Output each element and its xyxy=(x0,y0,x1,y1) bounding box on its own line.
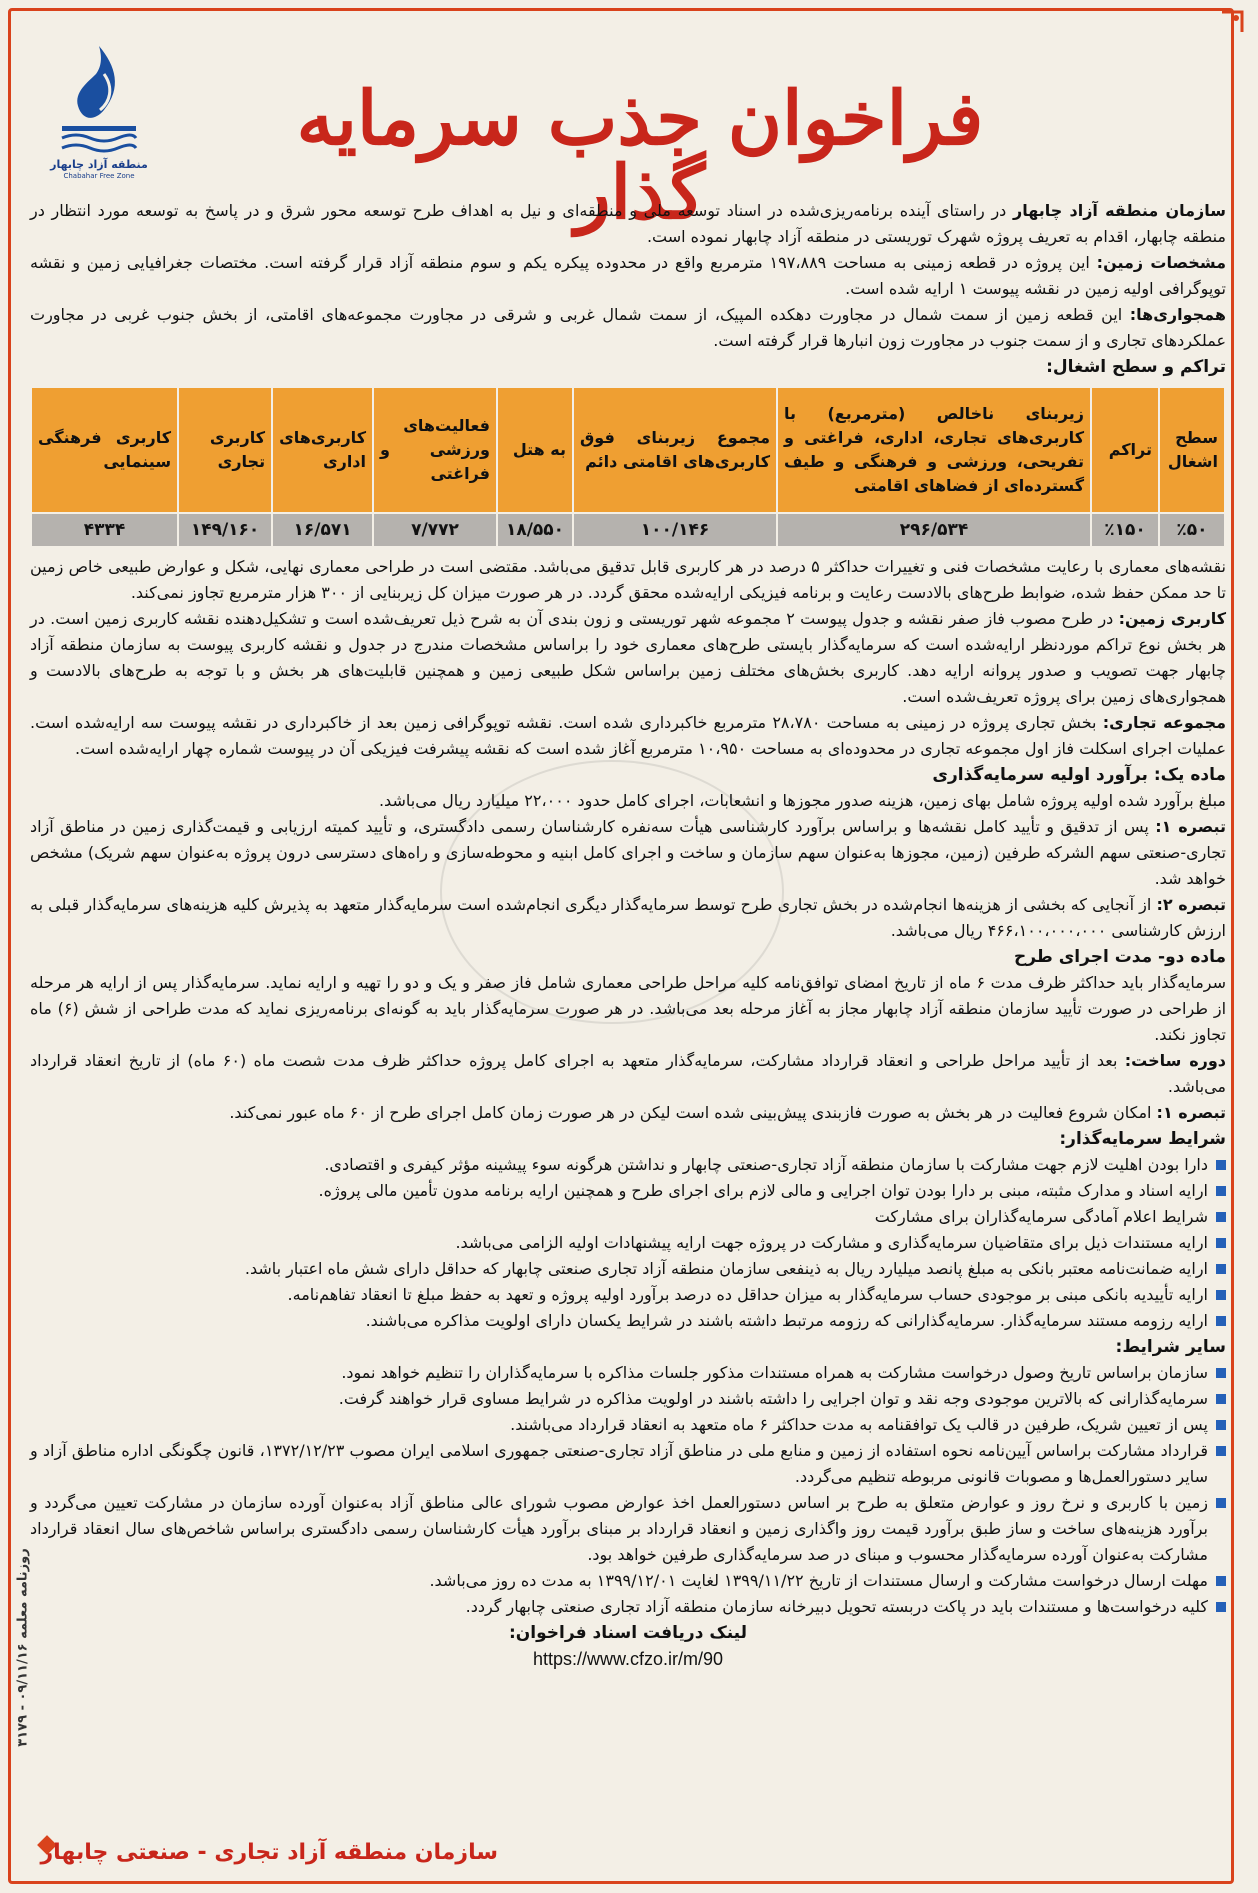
corner-ornament-icon xyxy=(1220,10,1244,34)
note1-paragraph xyxy=(30,814,1226,892)
list-item-text: کلیه درخواست‌ها و مستندات باید در پاکت دربسته تحویل دبیرخانه سازمان منطقه آزاد تجاری صنعتی چابهار گردد. xyxy=(465,1597,1208,1616)
table-value-cell: ۲۹۶/۵۳۴ xyxy=(777,513,1091,547)
square-bullet-icon xyxy=(1216,1498,1226,1508)
note3-paragraph xyxy=(30,1100,1226,1126)
side-caption-text: روزنامه معلمه ۰۹/۱۱/۱۶ - ۳۱۷۹ xyxy=(15,1548,31,1747)
intro-org: سازمان منطقه آزاد چابهار xyxy=(1013,201,1227,220)
article1-text: مبلغ برآورد شده اولیه پروژه شامل بهای زمین، هزینه صدور مجوزها و انشعابات، اجرای کامل حدود ۲۲،۰۰۰ میلیارد ریال می‌باشد. xyxy=(378,791,1226,810)
square-bullet-icon xyxy=(1216,1238,1226,1248)
announcement-body xyxy=(30,198,1226,1672)
note1-text: پس از تدقیق و تأیید کامل نقشه‌ها و براساس برآورد کارشناسی هیأت سه‌نفره کارشناسان رسمی دادگستری، و تأیید کمیته ارزیابی و قیمت‌گذاری زمین در مناطق آزاد تجاری-صنعتی سهم الشرکه طرفین (زمین، مجوزها به‌عنوان سهم سازمان و ساخت و اجرای کامل ابنیه و محوطه‌سازی و راه‌های دسترسی درون پروژه به‌عنوان سهم شریک) مشخص خواهد شد. xyxy=(30,817,1226,888)
note2-paragraph xyxy=(30,892,1226,944)
land-specs-paragraph xyxy=(30,250,1226,302)
note2-label: تبصره ۲: xyxy=(1156,895,1227,914)
list-item-text: ارایه تأییدیه بانکی مبنی بر موجودی حساب سرمایه‌گذار به میزان حداقل ده درصد برآورد اولیه پروژه و تعهد به حفظ مبلغ تا انعقاد تفاهم‌نامه. xyxy=(287,1285,1208,1304)
land-use-text: در طرح مصوب فاز صفر نقشه و جدول پیوست ۲ مجموعه شهر توریستی و زون بندی آن به شرح ذیل تعریف‌شده است و تشکیل‌دهنده نقشه کاربری زمین است. در هر بخش نوع تراکم موردنظر ارایه‌شده است که سرمایه‌گذار بایستی طرح‌های معماری خود را براساس مشخصات مندرج در جدول و نقشه کاربری پیوست به سازمان منطقه آزاد چابهار جهت تصویب و صدور پروانه ارایه دهد. کاربری بخش‌های مختلف زمین براساس شکل طبیعی زمین و همچنین قابلیت‌های هر بخش و با توجه به طرح‌های بالادست و همجواری‌های زمین برای پروژه تعریف‌شده است. xyxy=(30,609,1226,706)
article1-heading: ماده یک: برآورد اولیه سرمایه‌گذاری xyxy=(932,765,1226,785)
commercial-text: بخش تجاری پروژه در زمینی به مساحت ۲۸،۷۸۰ مترمربع خاکبرداری شده است. نقشه توپوگرافی زمین بعد از خاکبرداری در نقشه پیوست سه ارایه‌شده است. عملیات اجرای اسکلت فاز اول مجموعه تجاری در محدوده‌ای به مساحت ۱۰،۹۵۰ مترمربع آغاز شده است که نقشه پیشرفت فیزیکی آن در پیوست شماره چهار ارایه‌شده است. xyxy=(30,713,1226,758)
note3-label: تبصره ۱: xyxy=(1156,1103,1226,1122)
table-value-cell: ٪۱۵۰ xyxy=(1091,513,1159,547)
list-item xyxy=(30,1152,1226,1178)
list-item xyxy=(30,1178,1226,1204)
investor-conditions-list xyxy=(30,1152,1226,1334)
construction-label: دوره ساخت: xyxy=(1124,1051,1227,1070)
square-bullet-icon xyxy=(1216,1186,1226,1196)
table-value-cell: ۴۳۳۴ xyxy=(31,513,178,547)
square-bullet-icon xyxy=(1216,1264,1226,1274)
logo-emblem-icon xyxy=(44,40,154,158)
logo xyxy=(44,40,154,180)
square-bullet-icon xyxy=(1216,1602,1226,1612)
table-value-cell: ۱۴۹/۱۶۰ xyxy=(178,513,272,547)
side-caption xyxy=(8,1520,38,1780)
list-item xyxy=(30,1412,1226,1438)
list-item-text: ارایه ضمانت‌نامه معتبر بانکی به مبلغ پانصد میلیارد ریال به ذینفعی سازمان منطقه آزاد تجاری صنعتی چابهار که حداقل دارای شش ماه اعتبار باشد. xyxy=(244,1259,1208,1278)
square-bullet-icon xyxy=(1216,1446,1226,1456)
square-bullet-icon xyxy=(1216,1576,1226,1586)
square-bullet-icon xyxy=(1216,1316,1226,1326)
list-item-text: قرارداد مشارکت براساس آیین‌نامه نحوه استفاده از زمین و منابع ملی در مناطق آزاد تجاری-صنعتی جمهوری اسلامی ایران مصوب ۱۳۷۲/۱۲/۲۳، قانون چگونگی اداره مناطق آزاد و سایر دستورالعمل‌ها و مصوبات قانونی مربوطه تنظیم می‌گردد. xyxy=(30,1441,1209,1486)
list-item-text: ارایه مستندات ذیل برای متقاضیان سرمایه‌گذاری و مشارکت در پروژه جهت ارایه پیشنهادات اولیه الزامی می‌باشد. xyxy=(455,1233,1208,1252)
article2-text: سرمایه‌گذار باید حداکثر ظرف مدت ۶ ماه از تاریخ امضای توافق‌نامه کلیه مراحل طراحی معماری شامل فاز صفر و یک و دو را تهیه و ارایه نماید. سرمایه‌گذار پس از ارایه هر مرحله از طراحی در صورت تأیید سازمان منطقه آزاد چابهار مجاز به آغاز مرحله بعد می‌باشد. در هر صورت سرمایه‌گذار باید به گونه‌ای برنامه‌ریزی نماید که مدت طراحی از شش (۶) ماه تجاوز نکند. xyxy=(30,973,1227,1044)
neighbors-text: این قطعه زمین از سمت شمال در مجاورت دهکده المپیک، از سمت شمال غربی و شرقی در مجاورت مجموعه‌های اقامتی، از بخش جنوب غربی در مجاورت عملکردهای تجاری و از سمت جنوب در مجاورت زون انبارها قرار گرفته است. xyxy=(30,305,1226,350)
table-header-cell: سطح اشغال xyxy=(1159,387,1225,513)
list-item xyxy=(30,1282,1226,1308)
note3-text: امکان شروع فعالیت در هر بخش به صورت فازبندی پیش‌بینی شده است لیکن در هر صورت زمان کامل اجرای طرح از ۶۰ ماه عبور نمی‌کند. xyxy=(229,1103,1157,1122)
list-item xyxy=(30,1490,1226,1568)
after-table-paragraph: نقشه‌های معماری با رعایت مشخصات فنی و تغییرات حداکثر ۵ درصد در هر کاربری قابل تدقیق می‌باشد. مقتضی است در طراحی معماری نهایی، شکل و عوارض طبیعی خاص زمین تا حد ممکن حفظ شده، ضوابط طرح‌های بالادست رعایت و برنامه فیزیکی ارایه‌شده محقق گردد. در هر صورت میزان کل زیربنایی از ۳۰۰ هزار مترمربع تجاوز نمی‌کند. xyxy=(30,557,1226,602)
list-item xyxy=(30,1204,1226,1230)
table-header-cell: تراکم xyxy=(1091,387,1159,513)
table-header-cell: مجموع زیربنای فوق کاربری‌های اقامتی دائم xyxy=(573,387,777,513)
table-value-cell: ۱۰۰/۱۴۶ xyxy=(573,513,777,547)
land-specs-label: مشخصات زمین: xyxy=(1096,253,1227,272)
list-item-text: ارایه اسناد و مدارک مثبته، مبنی بر دارا بودن توان اجرایی و مالی لازم برای اجرای طرح و همچنین ارایه برنامه مدون تأمین مالی پروژه. xyxy=(318,1181,1208,1200)
commercial-label: مجموعه تجاری: xyxy=(1102,713,1227,732)
table-value-cell: ٪۵۰ xyxy=(1159,513,1225,547)
logo-caption: منطقه آزاد چابهار xyxy=(50,158,148,171)
list-item-text: زمین با کاربری و نرخ روز و عوارض متعلق به طرح بر اساس دستورالعمل اخذ عوارض مصوب شورای عالی مناطق آزاد به‌عنوان آورده سازمان در مشارکت تعیین می‌گردد و برآورد هزینه‌های ساخت و ساز طبق برآورد قیمت روز واگذاری زمین و انعقاد قرارداد بر مبنای برآورد هیأت کارشناسان رسمی دادگستری براساس شاخص‌های سال انعقاد قرارداد مشارکت به‌عنوان آورده سرمایه‌گذار محسوب و مبنای در صد سرمایه‌گذاری طرفین خواهد بود. xyxy=(30,1493,1208,1564)
table-value-cell: ۱۶/۵۷۱ xyxy=(272,513,373,547)
list-item-text: دارا بودن اهلیت لازم جهت مشارکت با سازمان منطقه آزاد تجاری-صنعتی چابهار و نداشتن هرگونه سوء پیشینه مؤثر کیفری و اقتصادی. xyxy=(324,1155,1208,1174)
other-conditions-list xyxy=(30,1360,1226,1620)
list-item xyxy=(30,1256,1226,1282)
construction-text: بعد از تأیید مراحل طراحی و انعقاد قرارداد مشارکت، سرمایه‌گذار متعهد به اجرای کامل پروژه حداکثر ظرف مدت شصت ماه (۶۰ ماه) از تاریخ انعقاد قرارداد می‌باشد. xyxy=(30,1051,1226,1096)
density-table-value-row xyxy=(31,513,1225,547)
land-use-label: کاربری زمین: xyxy=(1118,609,1227,628)
table-header-cell: به هتل xyxy=(497,387,573,513)
list-item-text: ارایه رزومه مستند سرمایه‌گذار. سرمایه‌گذارانی که رزومه مرتبط داشته باشند در شرایط یکسان دارای اولویت مذاکره می‌باشند. xyxy=(365,1311,1208,1330)
square-bullet-icon xyxy=(1216,1368,1226,1378)
square-bullet-icon xyxy=(1216,1290,1226,1300)
documents-link[interactable]: https://www.cfzo.ir/m/90 xyxy=(532,1649,724,1669)
logo-subcaption: Chabahar Free Zone xyxy=(63,172,135,180)
table-header-cell: فعالیت‌های ورزشی و فراغتی xyxy=(373,387,497,513)
list-item xyxy=(30,1386,1226,1412)
density-table-header-row xyxy=(31,387,1225,513)
list-item xyxy=(30,1360,1226,1386)
list-item-text: سازمان براساس تاریخ وصول درخواست مشارکت به همراه مستندات مذکور جلسات مذاکره با سرمایه‌گذاران را تنظیم خواهد نمود. xyxy=(341,1363,1208,1382)
article2-heading: ماده دو- مدت اجرای طرح xyxy=(1013,947,1226,967)
density-heading: تراکم و سطح اشغال: xyxy=(1046,357,1226,377)
neighbors-paragraph xyxy=(30,302,1226,354)
intro-text: در راستای آینده برنامه‌ریزی‌شده در اسناد توسعه ملی و منطقه‌ای و نیل به اهداف طرح توسعه محور شرق و در پاسخ به توسعه مورد انتظار در منطقه چابهار، اقدام به تعریف پروژه شهرک توریستی در منطقه آزاد چابهار نموده است. xyxy=(30,201,1226,246)
table-value-cell: ۱۸/۵۵۰ xyxy=(497,513,573,547)
link-title: لینک دریافت اسناد فراخوان: xyxy=(509,1623,747,1643)
table-header-cell: زیربنای ناخالص (مترمربع) با کاربری‌های تجاری، اداری، فراغتی و تفریحی، ورزشی و فرهنگی و طیف گسترده‌ای از فضاهای اقامتی xyxy=(777,387,1091,513)
list-item-text: مهلت ارسال درخواست مشارکت و ارسال مستندات از تاریخ ۱۳۹۹/۱۱/۲۲ لغایت ۱۳۹۹/۱۲/۰۱ به مدت ده روز می‌باشد. xyxy=(429,1571,1208,1590)
list-item xyxy=(30,1308,1226,1334)
list-item-text: شرایط اعلام آمادگی سرمایه‌گذاران برای مشارکت xyxy=(874,1207,1208,1226)
land-use-paragraph xyxy=(30,606,1226,710)
square-bullet-icon xyxy=(1216,1160,1226,1170)
list-item xyxy=(30,1438,1226,1490)
table-header-cell: کاربری تجاری xyxy=(178,387,272,513)
square-bullet-icon xyxy=(1216,1420,1226,1430)
intro-paragraph xyxy=(30,198,1226,250)
list-item xyxy=(30,1568,1226,1594)
neighbors-label: همجواری‌ها: xyxy=(1129,305,1226,324)
square-bullet-icon xyxy=(1216,1212,1226,1222)
table-header-cell: کاربری فرهنگی سینمایی xyxy=(31,387,178,513)
land-specs-text: این پروژه در قطعه زمینی به مساحت ۱۹۷،۸۸۹ مترمربع واقع در محدوده پیکره یکم و سوم منطقه آزاد قرار گرفته است. مختصات جغرافیایی زمین و نقشه توپوگرافی اولیه زمین در نقشه پیوست ۱ ارایه شده است. xyxy=(30,253,1226,298)
table-header-cell: کاربری‌های اداری xyxy=(272,387,373,513)
page-title: فراخوان جذب سرمایه گذار xyxy=(296,76,984,236)
commercial-paragraph xyxy=(30,710,1226,762)
list-item xyxy=(30,1230,1226,1256)
other-conditions-heading: سایر شرایط: xyxy=(1115,1337,1226,1357)
table-value-cell: ۷/۷۷۲ xyxy=(373,513,497,547)
construction-paragraph xyxy=(30,1048,1226,1100)
note2-text: از آنجایی که بخشی از هزینه‌ها انجام‌شده در بخش تجاری طرح توسط سرمایه‌گذار دیگری انجام‌شده است سرمایه‌گذار متعهد به پذیرش کلیه هزینه‌های سرمایه‌گذار قبلی به ارزش کارشناسی ۴۶۶،۱۰۰،۰۰۰،۰۰۰ ریال می‌باشد. xyxy=(30,895,1226,940)
investor-conditions-heading: شرایط سرمایه‌گذار: xyxy=(1059,1129,1226,1149)
list-item-text: پس از تعیین شریک، طرفین در قالب یک توافقنامه به مدت حداکثر ۶ ماه متعهد به انعقاد قرارداد می‌باشند. xyxy=(510,1415,1208,1434)
square-bullet-icon xyxy=(1216,1394,1226,1404)
density-table xyxy=(30,386,1226,548)
list-item-text: سرمایه‌گذارانی که بالاترین موجودی وجه نقد و توان اجرایی را داشته باشند در اولویت مذاکره در شرایط مساوی قرار خواهند گرفت. xyxy=(338,1389,1208,1408)
list-item xyxy=(30,1594,1226,1620)
footer-org: سازمان منطقه آزاد تجاری - صنعتی چابهار xyxy=(40,1840,498,1865)
note1-label: تبصره ۱: xyxy=(1155,817,1227,836)
